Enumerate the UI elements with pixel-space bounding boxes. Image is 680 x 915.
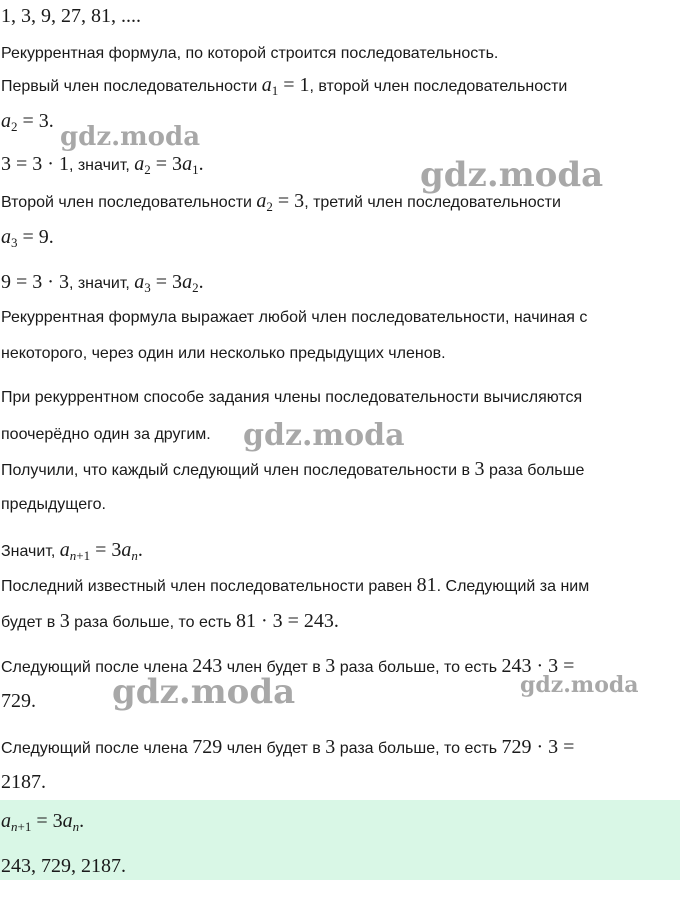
text-span: Второй член последовательности <box>1 194 257 211</box>
text-span: . Следующий за ним <box>436 578 590 595</box>
watermark-logo: gdz.moda <box>520 672 639 698</box>
text-line-11: предыдущего. <box>1 496 106 513</box>
answer-formula: $a_{n+1} = 3a_n$. <box>1 810 85 834</box>
text-line-3: 3 = 3 · 1, значит, $a_2 = 3a_1$. <box>1 153 204 177</box>
answer-list: 243, 729, 2187. <box>1 855 126 877</box>
text-line-15: Следующий после члена 243 член будет в 3 раза больше, то есть 243 · 3 = <box>1 655 575 677</box>
math-729: 729. <box>1 690 36 712</box>
math-a1: a <box>261 74 272 96</box>
text-span: , значит, <box>68 157 135 174</box>
watermark-logo: gdz.moda <box>112 672 296 712</box>
text-line-2 <box>1 74 676 102</box>
text-span: член будет в <box>222 740 326 757</box>
text-span: раза больше, то есть <box>335 740 502 757</box>
math-a2: a <box>134 153 145 175</box>
math-a3-eq: $a_3 = 9$. <box>1 226 54 250</box>
watermark-logo: gdz.moda <box>60 122 201 152</box>
text-span: Последний известный член последовательности равен <box>1 578 417 595</box>
text-line-5: 9 = 3 · 3, значит, $a_3 = 3a_2$. <box>1 271 204 295</box>
text-span: будет в <box>1 614 60 631</box>
text-span: раза больше <box>484 462 585 479</box>
answer-block <box>0 800 680 880</box>
text-line-1: Рекуррентная формула, по которой строится последовательность. <box>1 45 499 62</box>
text-line-7: некоторого, через один или несколько предыдущих членов. <box>1 345 446 362</box>
text-span: Следующий после члена <box>1 659 193 676</box>
watermark-logo: gdz.moda <box>420 155 604 195</box>
math-expr: 9 = 3 · 3 <box>1 271 69 293</box>
text-span: Следующий после члена <box>1 740 193 757</box>
text-line-6: Рекуррентная формула выражает любой член последовательности, начиная с <box>1 309 588 326</box>
sequence-text: 1, 3, 9, 27, 81, .... <box>1 5 141 27</box>
math-sub: 1 <box>271 83 279 98</box>
math-expr: 3 = 3 · 1 <box>1 153 69 175</box>
text-line-13: Последний известный член последовательности равен 81. Следующий за ним <box>1 574 590 596</box>
text-span: , второй член последовательности <box>309 78 568 95</box>
text-span: , значит, <box>68 275 135 292</box>
text-span: раза больше, то есть <box>69 614 236 631</box>
text-line-9: поочерёдно один за другим. <box>1 426 211 443</box>
text-span: член будет в <box>222 659 326 676</box>
text-span: , третий член последовательности <box>304 194 561 211</box>
text-line-12: Значит, $a_{n+1} = 3a_n$. <box>1 539 143 563</box>
text-line-10: Получили, что каждый следующий член последовательности в 3 раза больше <box>1 458 585 480</box>
math-a2-eq: $a_2 = 3$. <box>1 110 54 134</box>
math-eq: = 1 <box>278 74 310 96</box>
math-2187: 2187. <box>1 771 46 793</box>
text-span: Получили, что каждый следующий член последовательности в <box>1 462 475 479</box>
text-line-14: будет в 3 раза больше, то есть 81 · 3 = 243. <box>1 610 339 632</box>
text-span: Значит, <box>1 543 60 560</box>
watermark-logo: gdz.moda <box>243 418 405 453</box>
text-line-17: Следующий после члена 729 член будет в 3 раза больше, то есть 729 · 3 = <box>1 736 575 758</box>
text-line-4: Второй член последовательности $a_2 = 3$, третий член последовательности <box>1 190 561 214</box>
text-span: Первый член последовательности <box>1 78 262 95</box>
text-line-8: При рекуррентном способе задания члены последовательности вычисляются <box>1 389 583 406</box>
text-span: раза больше, то есть <box>335 659 502 676</box>
